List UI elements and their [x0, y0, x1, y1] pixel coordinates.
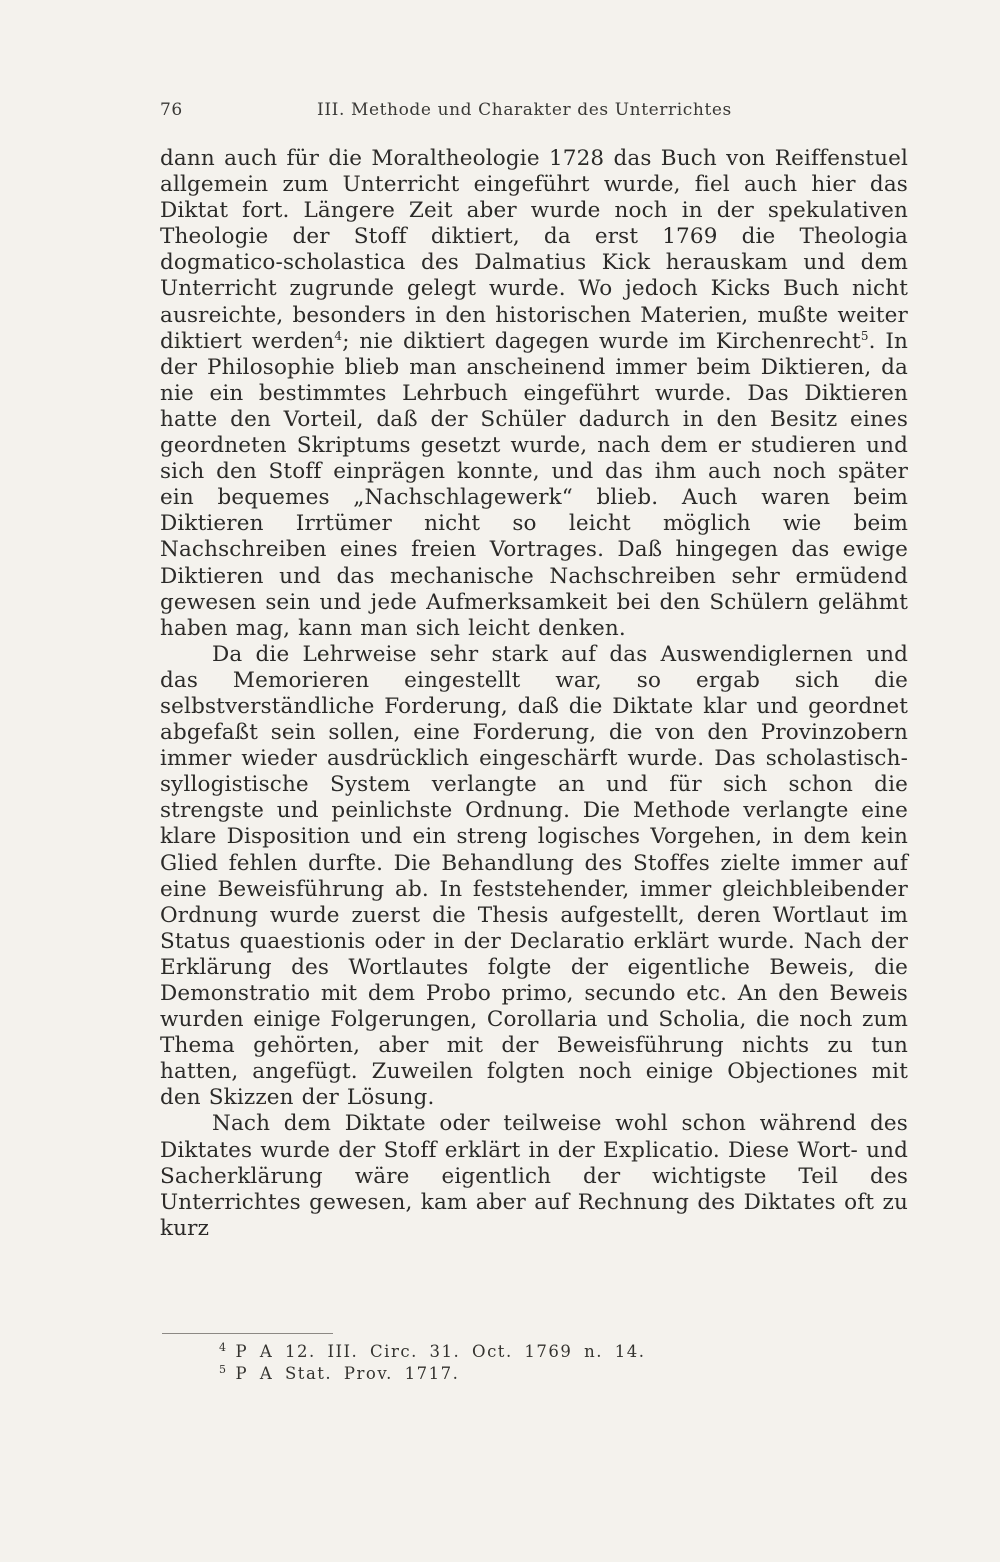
footnote-text: P A Stat. Prov. 1717.: [235, 1364, 460, 1383]
footnote-number: 5: [219, 1362, 228, 1376]
running-title: III. Methode und Charakter des Unterrichtes: [317, 100, 732, 120]
paragraph-3: Nach dem Diktate oder teilweise wohl schon während des Diktates wurde der Stoff erklärt in der Explicatio. Diese Wort- und Sacherklärung wäre eigentlich der wichtigste Teil des Unterrichtes gewesen, kam aber auf Rechnung des Diktates oft zu kurz: [160, 1111, 908, 1241]
footnote-5: [219, 1363, 646, 1385]
paragraph-2: Da die Lehrweise sehr stark auf das Auswendiglernen und das Memorieren eingestellt war, so ergab sich die selbstverständliche Forderung, daß die Diktate klar und geordnet abgefaßt sein sollen, eine Forderung, die von den Provinzobern immer wieder ausdrücklich eingeschärft wurde. Das scholastisch-syllogistische System verlangte an und für sich schon die strengste und peinlichste Ordnung. Die Methode verlangte eine klare Disposition und ein streng logisches Vorgehen, in dem kein Glied fehlen durfte. Die Behandlung des Stoffes zielte immer auf eine Beweisführung ab. In feststehender, immer gleichbleibender Ordnung wurde zuerst die Thesis aufgestellt, deren Wortlaut im Status quaestionis oder in der Declaratio erklärt wurde. Nach der Erklärung des Wortlautes folgte der eigentliche Beweis, die Demonstratio mit dem Probo primo, secundo etc. An den Beweis wurden einige Folgerungen, Corollaria und Scholia, die noch zum Thema gehörten, aber mit der Beweisführung nichts zu tun hatten, angefügt. Zuweilen folgten noch einige Objectiones mit den Skizzen der Lösung.: [160, 641, 908, 1111]
paragraph-1-part-a: dann auch für die Moraltheologie 1728 das Buch von Reiffenstuel allgemein zum Unterricht eingeführt wurde, fiel auch hier das Diktat fort. Längere Zeit aber wurde noch in der spekulativen Theologie der Stoff diktiert, da erst 1769 die Theologia dogmatico-scholastica des Dalmatius Kick herauskam und dem Unterricht zugrunde gelegt wurde. Wo jedoch Kicks Buch nicht ausreichte, besonders in den historischen Materien, mußte weiter diktiert werden: [160, 146, 908, 354]
footnote-text: P A 12. III. Circ. 31. Oct. 1769 n. 14.: [235, 1342, 646, 1361]
main-text: [160, 146, 908, 1242]
paragraph-1: [160, 146, 908, 642]
footnote-ref-4: 4: [334, 328, 343, 343]
paragraph-1-part-b: ; nie diktiert dagegen wurde im Kirchenrecht: [342, 328, 861, 354]
page-header: [160, 100, 754, 130]
footnote-number: 4: [219, 1340, 228, 1354]
page-number: 76: [160, 100, 183, 120]
footnotes: [219, 1341, 646, 1385]
footnote-4: [219, 1341, 646, 1363]
footnote-ref-5: 5: [860, 328, 869, 343]
paragraph-1-part-c: . In der Philosophie blieb man anscheinend immer beim Diktieren, da nie ein bestimmtes Lehrbuch eingeführt wurde. Das Diktieren hatte den Vorteil, daß der Schüler dadurch in den Besitz eines geordneten Skriptums gesetzt wurde, nach dem er studieren und sich den Stoff einprägen konnte, und das ihm auch noch später ein bequemes „Nachschlagewerk“ blieb. Auch waren beim Diktieren Irrtümer nicht so leicht möglich wie beim Nachschreiben eines freien Vortrages. Daß hingegen das ewige Diktieren und das mechanische Nachschreiben sehr ermüdend gewesen sein und jede Aufmerksamkeit bei den Schülern gelähmt haben mag, kann man sich leicht denken.: [160, 328, 908, 641]
footnote-divider: [162, 1333, 333, 1334]
